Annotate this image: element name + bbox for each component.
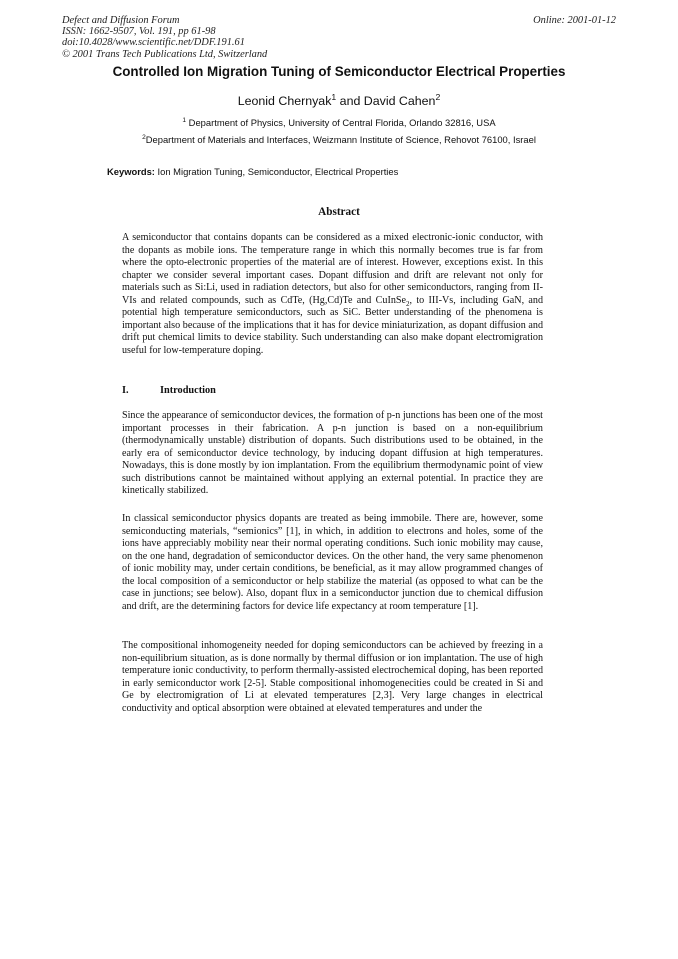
section-heading-introduction — [122, 385, 216, 396]
affiliation-2-text: Department of Materials and Interfaces, Weizmann Institute of Science, Rehovot 76100, Israel — [145, 134, 536, 145]
author-line — [0, 91, 678, 108]
section-number: I. — [122, 385, 129, 396]
intro-paragraph-2: In classical semiconductor physics dopants are treated as being immobile. There are, however, some semiconducting materials, “semionics” [1], in which, in addition to electrons and holes, some of the ions have appreciably mobility near their normal operating conditions. Such ionic mobility may cause, on the one hand, degradation of semiconductor devices. On the other hand, the very same phenomenon of ionic mobility may, under certain conditions, be beneficial, as it may allow programmed changes of the local composition of a semiconductor or help stabilize the material (as opposed to what can be the case in junctions; see below). Also, dopant flux in a semiconductor junction due to chemical diffusion and drift, are the determining factors for device life expectancy at room temperature [1]. — [122, 513, 543, 612]
affiliation-1 — [0, 117, 678, 128]
author-1: Leonid Chernyak — [237, 94, 332, 108]
paper-title: Controlled Ion Migration Tuning of Semiconductor Electrical Properties — [112, 64, 566, 79]
abstract-paragraph — [122, 232, 543, 357]
affiliation-1-text: Department of Physics, University of Central Florida, Orlando 32816, USA — [186, 117, 496, 128]
author-2-affiliation-mark: 2 — [435, 91, 441, 102]
keywords-label: Keywords: — [107, 166, 155, 177]
abstract-subscript: 2 — [405, 299, 410, 308]
author-conjunction: and — [336, 94, 364, 108]
journal-name: Defect and Diffusion Forum — [62, 15, 180, 26]
online-date: Online: 2001-01-12 — [533, 15, 616, 26]
affiliation-1-mark: 1 — [182, 116, 187, 124]
doi-line: doi:10.4028/www.scientific.net/DDF.191.61 — [62, 37, 245, 49]
author-1-affiliation-mark: 1 — [331, 91, 337, 102]
affiliation-2-mark: 2 — [142, 133, 146, 141]
intro-paragraph-3: The compositional inhomogeneity needed for doping semiconductors can be achieved by freezing in a non-equilibrium situation, as is done normally by thermal diffusion or ion implantation. The use of high temperature ionic conductivity, to perform thermally-assisted electrochemical doping, has been reported in early semiconductor work [2-5]. Stable compositional inhomogenecities could be created in Si and Ge by electromigration of Li at elevated temperatures [2,3]. Very large changes in electrical conductivity and optical absorption were obtained at elevated temperatures and under the — [122, 640, 543, 714]
affiliation-2 — [0, 134, 678, 145]
keywords-text: Ion Migration Tuning, Semiconductor, Electrical Properties — [154, 166, 399, 177]
issn-line: ISSN: 1662-9507, Vol. 191, pp 61-98 — [62, 26, 216, 38]
journal-header — [62, 15, 267, 60]
abstract-heading: Abstract — [318, 206, 360, 218]
abstract-text-b: , to III-Vs, including GaN, and potential high temperature semiconductors, such as SiC. Better understanding of the phenomena is important also because of the implications that it has for device miniaturization, as dopant diffusion and drift put chemical limits to device stability. Such understanding can also make dopant electromigration useful for low-temperature doping. — [122, 294, 543, 356]
intro-paragraph-1: Since the appearance of semiconductor devices, the formation of p-n junctions has been one of the most important processes in their fabrication. A p-n junction is based on a non-equilibrium (thermodynamically unstable) distribution of dopants. Such distributions used to be obtained, in the early era of semiconductor device technology, by inducing dopant diffusion at high temperatures. Nowadays, this is done mostly by ion implantation. From the equilibrium thermodynamic point of view such distributions cannot be maintained without applying an external potential. In practice they are kinetically stabilized. — [122, 410, 543, 497]
author-2: David Cahen — [363, 94, 436, 108]
abstract-text-a: A semiconductor that contains dopants can be considered as a mixed electronic-ionic conductor, with the dopants as mobile ions. The temperature range in which this normally becomes true is far from where the opto-electronic properties of the material are of interest. However, exceptions exist. In this chapter we consider several important cases. Dopant diffusion and drift are relevant not only for materials such as Si:Li, used in radiation detectors, but also for other semiconductors, ranging from II-VIs and related compounds, such as CdTe, (Hg,Cd)Te and CuInSe — [122, 232, 543, 306]
copyright-line: © 2001 Trans Tech Publications Ltd, Switzerland — [62, 48, 268, 60]
section-title: Introduction — [160, 385, 216, 396]
keywords — [107, 166, 398, 177]
